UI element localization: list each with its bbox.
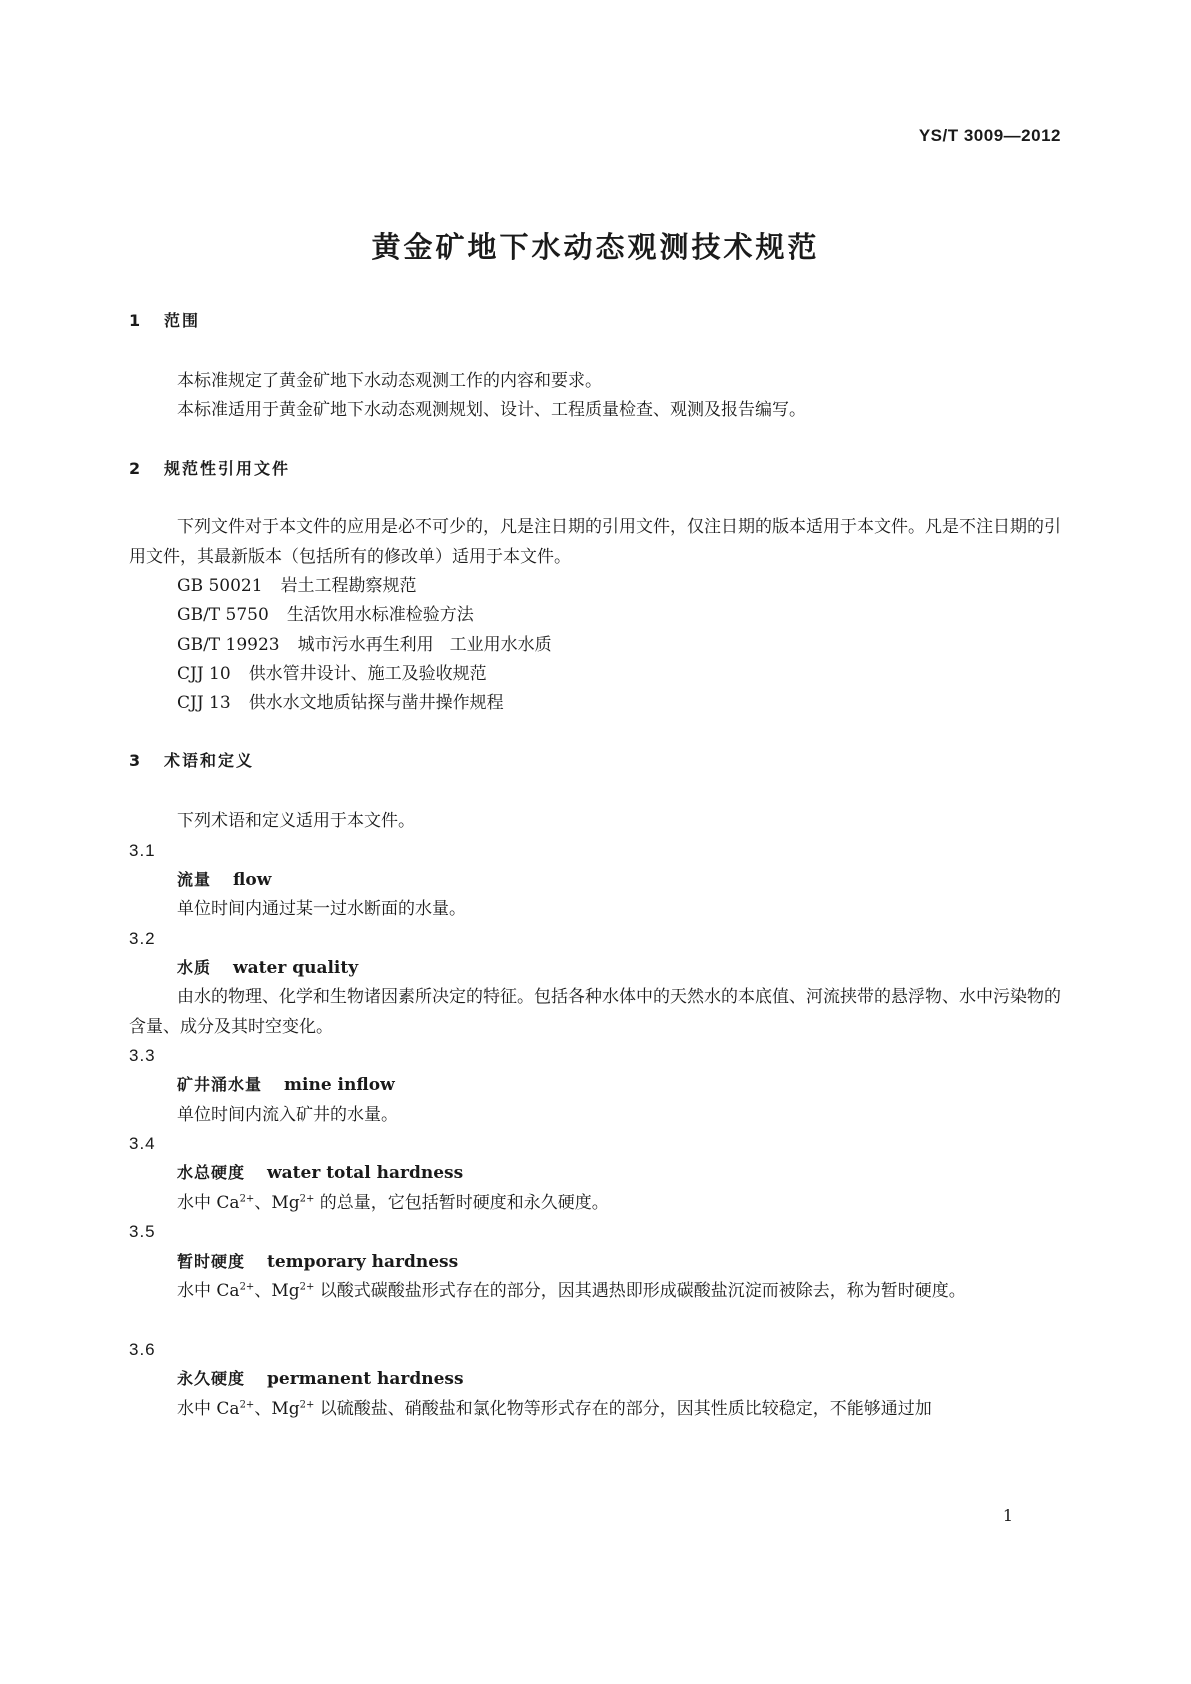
- term-zh: 矿井涌水量: [177, 1075, 263, 1094]
- reference-title: 城市污水再生利用: [297, 635, 434, 655]
- ion-charge: 2+: [239, 1193, 255, 1205]
- term-name: [177, 1364, 1191, 1394]
- ion-prefix: 水中: [177, 1193, 211, 1213]
- paragraph: 本标准适用于黄金矿地下水动态观测规划、设计、工程质量检查、观测及报告编写。: [177, 400, 806, 420]
- term-name: [177, 1070, 1191, 1100]
- ion-charge: 2+: [299, 1193, 315, 1205]
- term-en: mine inflow: [284, 1075, 395, 1095]
- term-definition: [177, 1394, 1191, 1424]
- reference-item: [177, 571, 1191, 601]
- reference-code: GB 50021: [177, 576, 263, 596]
- term-number: 3.2: [129, 929, 156, 948]
- term-name: [177, 953, 1191, 983]
- section-number: 2: [129, 459, 143, 478]
- section-number: 3: [129, 751, 143, 770]
- term-zh: 流量: [177, 870, 212, 889]
- term-name: [177, 1158, 1191, 1188]
- term-name: [177, 1247, 1191, 1277]
- reference-code: CJJ 10: [177, 664, 231, 684]
- reference-code: GB/T 5750: [177, 605, 269, 625]
- term-zh: 水质: [177, 958, 212, 977]
- ion-charge: 2+: [299, 1281, 315, 1293]
- standard-code: YS/T 3009—2012: [918, 126, 1061, 145]
- term-zh: 水总硬度: [177, 1163, 246, 1182]
- ion-ca: Ca: [216, 1399, 240, 1419]
- term-zh: 暂时硬度: [177, 1252, 246, 1271]
- ion-charge: 2+: [239, 1399, 255, 1411]
- definition-text: 以酸式碳酸盐形式存在的部分，因其遇热即形成碳酸盐沉淀而被除去，称为暂时硬度。: [319, 1281, 966, 1301]
- reference-title: 供水管井设计、施工及验收规范: [248, 664, 487, 684]
- section-heading-terms-definitions: [129, 746, 1191, 776]
- reference-item: [177, 659, 1191, 689]
- section-heading-scope: [129, 306, 1191, 336]
- reference-title: 供水水文地质钻探与凿井操作规程: [248, 693, 504, 713]
- definition-text: 的总量，它包括暂时硬度和永久硬度。: [319, 1193, 609, 1213]
- term-number: 3.1: [129, 841, 156, 860]
- reference-code: GB/T 19923: [177, 635, 280, 655]
- paragraph: 下列文件对于本文件的应用是必不可少的，凡是注日期的引用文件，仅注日期的版本适用于本文件。凡是不注日期的引用文件，其最新版本（包括所有的修改单）适用于本文件。: [129, 517, 1061, 567]
- term-en: flow: [233, 870, 272, 890]
- reference-title-part2: 工业用水水质: [449, 635, 552, 655]
- ion-separator: 、: [254, 1281, 272, 1301]
- reference-title: 生活饮用水标准检验方法: [286, 605, 474, 625]
- ion-prefix: 水中: [177, 1281, 211, 1301]
- term-definition: [129, 1276, 1061, 1306]
- term-definition: 单位时间内通过某一过水断面的水量。: [177, 899, 466, 919]
- term-en: permanent hardness: [267, 1369, 464, 1389]
- ion-ca: Ca: [216, 1281, 240, 1301]
- term-name: [177, 865, 1191, 895]
- ion-charge: 2+: [299, 1399, 315, 1411]
- paragraph: 下列术语和定义适用于本文件。: [177, 811, 415, 831]
- term-number: 3.5: [129, 1222, 156, 1241]
- ion-ca: Ca: [216, 1193, 240, 1213]
- term-en: temporary hardness: [267, 1252, 459, 1272]
- term-number: 3.3: [129, 1046, 156, 1065]
- section-number: 1: [129, 311, 143, 330]
- term-zh: 永久硬度: [177, 1369, 246, 1388]
- reference-code: CJJ 13: [177, 693, 231, 713]
- term-definition: [177, 1188, 1191, 1218]
- term-definition: 由水的物理、化学和生物诸因素所决定的特征。包括各种水体中的天然水的本底值、河流挟带的悬浮物、水中污染物的含量、成分及其时空变化。: [129, 987, 1061, 1037]
- term-en: water total hardness: [267, 1163, 464, 1183]
- reference-item: [177, 630, 1191, 660]
- ion-separator: 、: [254, 1399, 272, 1419]
- reference-item: [177, 688, 1191, 718]
- term-number: 3.6: [129, 1340, 156, 1359]
- reference-title: 岩土工程勘察规范: [280, 576, 417, 596]
- term-number: 3.4: [129, 1134, 156, 1153]
- section-title: 规范性引用文件: [164, 459, 291, 478]
- ion-prefix: 水中: [177, 1399, 211, 1419]
- ion-mg: Mg: [271, 1281, 300, 1301]
- ion-mg: Mg: [271, 1399, 300, 1419]
- paragraph: 本标准规定了黄金矿地下水动态观测工作的内容和要求。: [177, 371, 602, 391]
- ion-mg: Mg: [271, 1193, 300, 1213]
- section-title: 范围: [164, 311, 201, 330]
- ion-charge: 2+: [239, 1281, 255, 1293]
- section-heading-normative-references: [129, 454, 1191, 484]
- definition-text: 以硫酸盐、硝酸盐和氯化物等形式存在的部分，因其性质比较稳定，不能够通过加: [319, 1399, 932, 1419]
- section-title: 术语和定义: [164, 751, 255, 770]
- page-number: 1: [1002, 1506, 1013, 1525]
- term-en: water quality: [233, 958, 359, 978]
- page-title: 黄金矿地下水动态观测技术规范: [371, 230, 820, 264]
- term-definition: 单位时间内流入矿井的水量。: [177, 1105, 398, 1125]
- ion-separator: 、: [254, 1193, 272, 1213]
- reference-item: [177, 600, 1191, 630]
